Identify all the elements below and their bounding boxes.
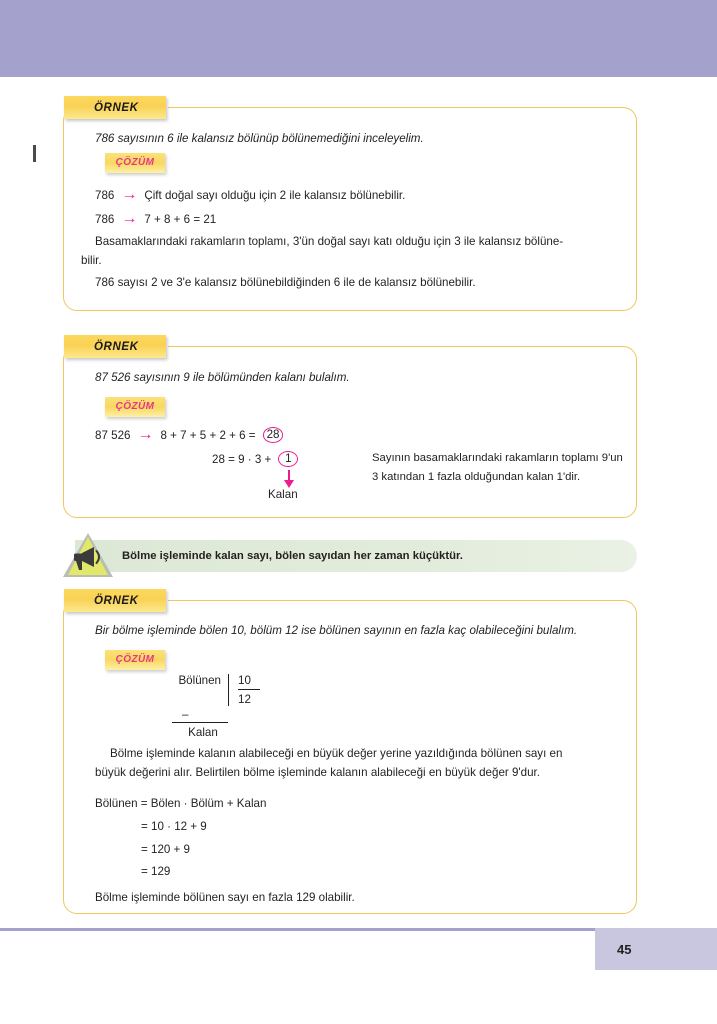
cozum-badge-2: ÇÖZÜM — [105, 397, 165, 417]
division-dividend-label: Bölünen — [178, 674, 221, 687]
division-quotient: 12 — [238, 693, 251, 706]
example-3-paragraph-line-2: büyük değerini alır. Belirtilen bölme işleminde kalanın alabileceği en büyük değer 9'dur. — [95, 766, 540, 779]
page-number-box — [595, 928, 717, 970]
arrow-right-icon: → — [121, 210, 138, 227]
ornek-badge-1: ÖRNEK — [64, 96, 166, 119]
example-2-modulo-expression: 28 = 9 · 3 + — [212, 452, 272, 466]
example-2-circled-remainder: 1 — [278, 451, 298, 467]
example-2-circled-sum: 28 — [263, 427, 284, 443]
example-1-paragraph-continued: bilir. — [81, 254, 102, 267]
note-text: Bölme işleminde kalan sayı, bölen sayıdan her zaman küçüktür. — [122, 550, 463, 562]
example-3-equation-4: = 129 — [141, 865, 171, 878]
example-3-equation-1: Bölünen = Bölen · Bölüm + Kalan — [95, 797, 267, 810]
example-1-row-1 — [95, 187, 405, 203]
example-2-digit-sum-row — [95, 427, 283, 443]
example-1-question: 786 sayısının 6 ile kalansız bölünüp bölünemediğini inceleyelim. — [95, 132, 424, 145]
left-margin-tick-mark — [33, 145, 36, 162]
note-strip — [75, 540, 637, 572]
arrow-right-icon: → — [137, 426, 154, 443]
page-number: 45 — [617, 941, 632, 957]
example-2-modulo-row — [212, 451, 298, 467]
division-divisor: 10 — [238, 674, 260, 690]
example-1-row-1-left: 786 — [95, 188, 115, 202]
example-2-number: 87 526 — [95, 428, 131, 442]
example-2-explanation-line-2: 3 katından 1 fazla olduğundan kalan 1'dir. — [372, 471, 581, 483]
example-3-equation-3: = 120 + 9 — [141, 843, 190, 856]
example-1-row-2-left: 786 — [95, 212, 115, 226]
megaphone-icon — [60, 530, 116, 582]
cozum-badge-1: ÇÖZÜM — [105, 153, 165, 173]
example-1-paragraph: Basamaklarındaki rakamların toplamı, 3'ün doğal sayı katı olduğu için 3 ile kalansız bölüne- — [95, 235, 564, 248]
example-3-equation-2: = 10 · 12 + 9 — [141, 820, 207, 833]
example-1-row-2-right: 7 + 8 + 6 = 21 — [144, 212, 217, 226]
down-arrow-icon — [288, 470, 290, 481]
example-3-paragraph-line-1: Bölme işleminde kalanın alabileceği en büyük değer yerine yazıldığında bölünen sayı en — [110, 747, 563, 760]
example-1-row-1-right: Çift doğal sayı olduğu için 2 ile kalansız bölünebilir. — [144, 188, 406, 202]
example-2-explanation-line-1: Sayının basamaklarındaki rakamların toplamı 9'un — [372, 452, 623, 464]
example-2-digit-sum-expression: 8 + 7 + 5 + 2 + 6 = — [160, 428, 256, 442]
ornek-badge-3: ÖRNEK — [64, 589, 166, 612]
example-3-conclusion: Bölme işleminde bölünen sayı en fazla 129 olabilir. — [95, 891, 355, 904]
example-2-question: 87 526 sayısının 9 ile bölümünden kalanı bulalım. — [95, 371, 350, 384]
division-remainder-label: Kalan — [188, 726, 218, 739]
example-1-row-2 — [95, 211, 216, 227]
example-1-conclusion: 786 sayısı 2 ve 3'e kalansız bölünebildiğinden 6 ile de kalansız bölünebilir. — [95, 276, 476, 289]
ornek-badge-2: ÖRNEK — [64, 335, 166, 358]
long-division-block — [172, 674, 260, 739]
arrow-right-icon: → — [121, 186, 138, 203]
division-minus-sign: – — [172, 708, 228, 723]
top-decorative-banner — [0, 0, 717, 77]
cozum-badge-3: ÇÖZÜM — [105, 650, 165, 670]
example-2-kalan-label: Kalan — [268, 488, 298, 501]
example-3-question: Bir bölme işleminde bölen 10, bölüm 12 ise bölünen sayının en fazla kaç olabileceğini bulalım. — [95, 624, 578, 637]
